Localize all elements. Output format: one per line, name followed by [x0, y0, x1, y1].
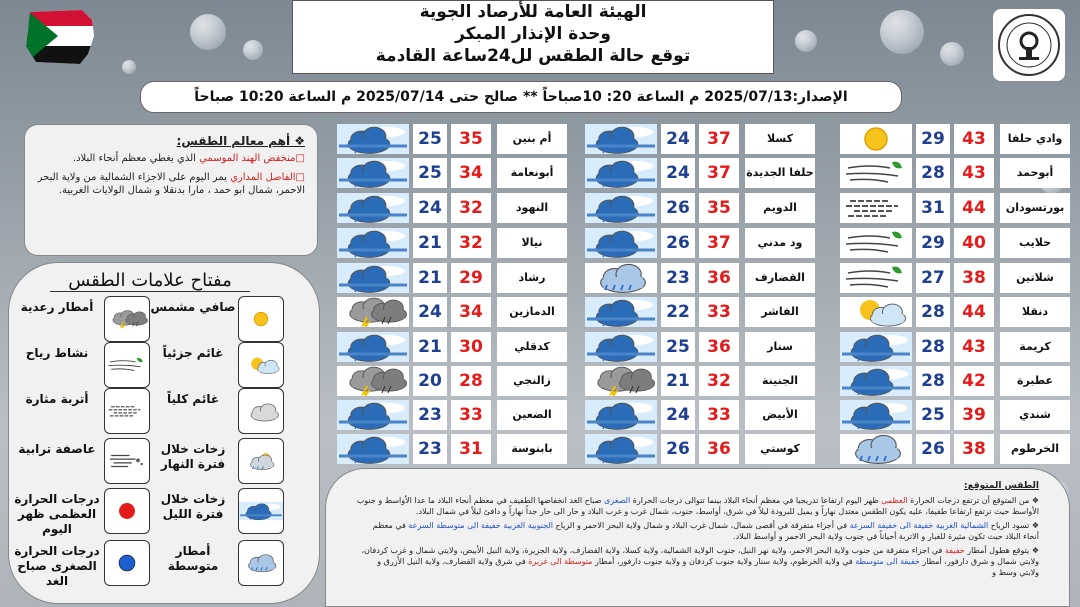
night-showers-icon	[585, 434, 657, 464]
city-row	[840, 193, 1070, 223]
legend-windy-icon	[104, 342, 150, 388]
dust-icon	[840, 193, 912, 223]
max-temperature: 33	[699, 400, 739, 430]
night-showers-icon	[840, 400, 912, 430]
min-temperature: 31	[916, 193, 950, 223]
min-temperature: 29	[916, 124, 950, 154]
city-name: الخرطوم	[1000, 434, 1070, 464]
max-temperature: 31	[451, 434, 491, 464]
city-row	[585, 297, 815, 327]
background-droplet	[880, 10, 924, 54]
legend-label: درجات الحرارة الصغرى صباح الغد	[14, 544, 100, 588]
city-row	[840, 332, 1070, 362]
max-temperature: 36	[699, 263, 739, 293]
city-name: كريمة	[1000, 332, 1070, 362]
sunny-icon	[840, 124, 912, 154]
city-name: دنقلا	[1000, 297, 1070, 327]
night-showers-icon	[337, 263, 409, 293]
max-temperature: 28	[451, 366, 491, 396]
min-temperature: 26	[916, 434, 950, 464]
thunder-icon	[337, 297, 409, 327]
legend-night-showers-icon	[238, 488, 284, 534]
city-name: كدقلي	[497, 332, 567, 362]
city-name: الجنينة	[745, 366, 815, 396]
min-temperature: 24	[661, 158, 695, 188]
max-temperature: 30	[451, 332, 491, 362]
header-title-box	[292, 0, 774, 74]
city-name: بورتسودان	[1000, 193, 1070, 223]
min-temperature: 20	[413, 366, 447, 396]
city-name: كوستي	[745, 434, 815, 464]
sudan-flag-icon	[22, 6, 100, 66]
legend-label: غائم جزئياً	[162, 346, 224, 360]
night-showers-icon	[840, 332, 912, 362]
city-row	[840, 158, 1070, 188]
max-temperature: 42	[954, 366, 994, 396]
city-name: وادي حلفا	[1000, 124, 1070, 154]
city-name: الضعين	[497, 400, 567, 430]
city-row	[585, 124, 815, 154]
min-temperature: 22	[661, 297, 695, 327]
min-temperature: 28	[916, 297, 950, 327]
weather-feature-monsoon: □منخفض الهند الموسمي الذي يغطي معظم أنحاء البلاد.	[72, 153, 305, 164]
min-temperature: 28	[916, 366, 950, 396]
legend-label: درجات الحرارة العظمى ظهر اليوم	[14, 492, 100, 536]
city-row	[585, 434, 815, 464]
city-name: الدمازين	[497, 297, 567, 327]
min-temperature: 26	[661, 434, 695, 464]
city-name: عطبرة	[1000, 366, 1070, 396]
night-showers-icon	[337, 332, 409, 362]
min-temperature: 25	[413, 124, 447, 154]
weather-features-title: ❖ أهم معالم الطقس:	[176, 134, 305, 148]
background-droplet	[795, 30, 817, 52]
city-name: الفاشر	[745, 297, 815, 327]
city-name: ود مدني	[745, 228, 815, 258]
city-name: نيالا	[497, 228, 567, 258]
min-temperature: 28	[916, 332, 950, 362]
legend-label: عاصفة ترابية	[18, 442, 96, 456]
max-temperature: 39	[954, 400, 994, 430]
meteorological-authority-logo	[993, 9, 1065, 81]
legend-label: أمطار متوسطة	[167, 544, 219, 573]
night-showers-icon	[585, 193, 657, 223]
city-row	[585, 332, 815, 362]
max-temperature: 40	[954, 228, 994, 258]
max-temperature: 32	[451, 193, 491, 223]
night-showers-icon	[337, 158, 409, 188]
city-name: النهود	[497, 193, 567, 223]
max-temperature: 37	[699, 124, 739, 154]
forecast-wind-paragraph: ❖ تسود الرياح الشمالية الغربية خفيفة الى خفيفة السرعة في أجزاء متفرقة في أقصى شمال، شمال غرب البلاد و شمال ولاية البحر الاحمر و الرياح الجنوبية الغربية خفيفة الى متوسطة السرعة في معظم أنحاء البلاد حيث تكون مثيرة للغبار و الاتربة أحياناً في جنوب ولاية البحر الاحمر و أواسط البلاد.	[372, 521, 1039, 541]
city-row	[840, 228, 1070, 258]
legend-red-dot-icon	[104, 488, 150, 534]
background-droplet	[940, 42, 964, 66]
city-row	[337, 297, 567, 327]
legend-label: غائم كلياً	[166, 392, 220, 406]
legend-label: زخات خلال فترة النهار	[160, 442, 226, 471]
night-showers-icon	[337, 400, 409, 430]
min-temperature: 24	[661, 400, 695, 430]
forecast-text-panel	[325, 468, 1070, 607]
city-row	[585, 263, 815, 293]
windy-icon	[840, 228, 912, 258]
max-temperature: 35	[451, 124, 491, 154]
max-temperature: 37	[699, 158, 739, 188]
night-showers-icon	[585, 228, 657, 258]
city-row	[585, 158, 815, 188]
min-temperature: 28	[916, 158, 950, 188]
city-name: القضارف	[745, 263, 815, 293]
city-name: شلاتين	[1000, 263, 1070, 293]
min-temperature: 26	[661, 228, 695, 258]
forecast-rain-paragraph: ❖ يتوقع هطول أمطار خفيفة في اجزاء متفرقة من جنوب ولاية البحر الاحمر، ولاية نهر النيل، جنوب الولاية الشمالية، ولاية كسلا، ولاية القضارف، ولاية الجزيرة، ولاية النيل الأبيض، ولايتي شمال و غرب كردفان، ولايتي شمال و شرق دارفور، أمطار خفيفة الى متوسطة في ولاية الخرطوم، ولاية سنار ولاية جنوب كردفان و ولاية جنوب دارفور، أمطار متوسطة الى غزيرة في شرق ولاية القضارف، ولاية النيل الأزرق و ولايتي وسط و	[361, 546, 1039, 577]
max-temperature: 44	[954, 193, 994, 223]
night-showers-icon	[585, 158, 657, 188]
min-temperature: 25	[916, 400, 950, 430]
city-row	[337, 366, 567, 396]
city-row	[337, 400, 567, 430]
city-name: سنار	[745, 332, 815, 362]
city-row	[337, 434, 567, 464]
min-temperature: 21	[413, 332, 447, 362]
legend-label: زخات خلال فترة الليل	[160, 492, 226, 521]
legend-duststorm-icon	[104, 438, 150, 484]
max-temperature: 38	[954, 434, 994, 464]
city-name: أم بنين	[497, 124, 567, 154]
min-temperature: 26	[661, 193, 695, 223]
header-line-authority: الهيئة العامة للأرصاد الجوية	[419, 2, 647, 22]
legend-dust-icon	[104, 388, 150, 434]
min-temperature: 24	[413, 297, 447, 327]
city-row	[337, 158, 567, 188]
windy-icon	[840, 263, 912, 293]
city-row	[840, 400, 1070, 430]
city-row	[585, 193, 815, 223]
night-showers-icon	[337, 434, 409, 464]
night-showers-icon	[840, 366, 912, 396]
night-showers-icon	[337, 228, 409, 258]
night-showers-icon	[585, 297, 657, 327]
city-row	[840, 434, 1070, 464]
night-showers-icon	[337, 193, 409, 223]
city-name: الدويم	[745, 193, 815, 223]
min-temperature: 21	[413, 228, 447, 258]
city-row	[840, 366, 1070, 396]
min-temperature: 25	[413, 158, 447, 188]
max-temperature: 35	[699, 193, 739, 223]
max-temperature: 32	[451, 228, 491, 258]
city-name: حلفا الجديدة	[745, 158, 815, 188]
max-temperature: 33	[451, 400, 491, 430]
city-name: شندي	[1000, 400, 1070, 430]
legend-blue-dot-icon	[104, 540, 150, 586]
legend-label: نشاط رياح	[25, 346, 89, 360]
legend-label: أمطار رعدية	[20, 300, 94, 314]
max-temperature: 34	[451, 158, 491, 188]
windy-icon	[840, 158, 912, 188]
city-row	[840, 263, 1070, 293]
rain-icon	[840, 434, 912, 464]
background-droplet	[243, 40, 263, 60]
min-temperature: 24	[661, 124, 695, 154]
legend-partly-cloudy-icon	[238, 342, 284, 388]
legend-day-showers-icon	[238, 438, 284, 484]
forecast-temperature-paragraph: ❖ من المتوقع أن ترتفع درجات الحرارة العظمى ظهر اليوم ارتفاعا تدريجيا في معظم أنحاء البلاد بينما تتوالى درجات الحرارة الصغرى صباح الغد انخفاضها الطفيف في معظم أنحاء البلاد ما عدا الأواسط و جنوب الأواسط حيث ترتفع ارتفاعا طفيفا، عليه يكون الطقس معتدل نهاراً و يميل للبرودة ليلاً في شرق، أواسط، جنوب، شمال غرب و غرب البلاد و حار الى حار جداً نهاراً و دافئ ليلاً في شمال البلاد.	[356, 496, 1039, 516]
max-temperature: 43	[954, 124, 994, 154]
max-temperature: 32	[699, 366, 739, 396]
min-temperature: 25	[661, 332, 695, 362]
max-temperature: 43	[954, 332, 994, 362]
city-row	[337, 332, 567, 362]
weather-feature-itcz: □الفاصل المداري يمر اليوم على الاجزاء الشمالية من ولاية البحر الاحمر، شمال ابو حمد ، مارا بدنقلا و شمال الولايات الغربية.	[37, 172, 305, 196]
city-name: أبونعامة	[497, 158, 567, 188]
legend-rain-icon	[238, 540, 284, 586]
city-row	[585, 400, 815, 430]
legend-cloudy-icon	[238, 388, 284, 434]
max-temperature: 36	[699, 332, 739, 362]
max-temperature: 36	[699, 434, 739, 464]
city-row	[337, 124, 567, 154]
min-temperature: 23	[413, 434, 447, 464]
legend-title: مفتاح علامات الطقس	[50, 270, 250, 292]
max-temperature: 33	[699, 297, 739, 327]
city-name: بابنوسة	[497, 434, 567, 464]
background-droplet	[190, 14, 226, 50]
max-temperature: 43	[954, 158, 994, 188]
city-row	[840, 124, 1070, 154]
night-showers-icon	[337, 124, 409, 154]
max-temperature: 37	[699, 228, 739, 258]
min-temperature: 21	[661, 366, 695, 396]
city-row	[585, 366, 815, 396]
city-name: كسلا	[745, 124, 815, 154]
city-name: زالنجي	[497, 366, 567, 396]
city-row	[585, 228, 815, 258]
legend-sunny-icon	[238, 296, 284, 342]
partly-cloudy-icon	[840, 297, 912, 327]
max-temperature: 29	[451, 263, 491, 293]
weather-features-panel	[24, 124, 318, 256]
legend-label: أتربة مثارة	[25, 392, 89, 406]
city-name: الأبيض	[745, 400, 815, 430]
max-temperature: 38	[954, 263, 994, 293]
thunder-icon	[585, 366, 657, 396]
min-temperature: 27	[916, 263, 950, 293]
night-showers-icon	[585, 332, 657, 362]
rain-icon	[585, 263, 657, 293]
min-temperature: 21	[413, 263, 447, 293]
night-showers-icon	[585, 400, 657, 430]
night-showers-icon	[585, 124, 657, 154]
header-line-forecast: توقع حالة الطقس لل24ساعة القادمة	[375, 46, 691, 66]
background-droplet	[122, 60, 136, 74]
legend-thunder-icon	[104, 296, 150, 342]
issue-date-bar: الإصدار:2025/07/13 م الساعة 20: 10صباحاً ** صالح حتى 2025/07/14 م الساعة 10:20 صباحاً	[140, 81, 902, 113]
thunder-icon	[337, 366, 409, 396]
max-temperature: 44	[954, 297, 994, 327]
legend-label: صافي مشمس	[150, 300, 236, 314]
city-row	[840, 297, 1070, 327]
forecast-title: الطقس المتوقع:	[963, 481, 1039, 491]
header-line-unit: وحدة الإنذار المبكر	[455, 24, 611, 44]
city-row	[337, 263, 567, 293]
city-row	[337, 228, 567, 258]
max-temperature: 34	[451, 297, 491, 327]
city-name: رشاد	[497, 263, 567, 293]
city-name: أبوحمد	[1000, 158, 1070, 188]
min-temperature: 23	[413, 400, 447, 430]
min-temperature: 29	[916, 228, 950, 258]
city-name: حلايب	[1000, 228, 1070, 258]
city-row	[337, 193, 567, 223]
min-temperature: 24	[413, 193, 447, 223]
min-temperature: 23	[661, 263, 695, 293]
